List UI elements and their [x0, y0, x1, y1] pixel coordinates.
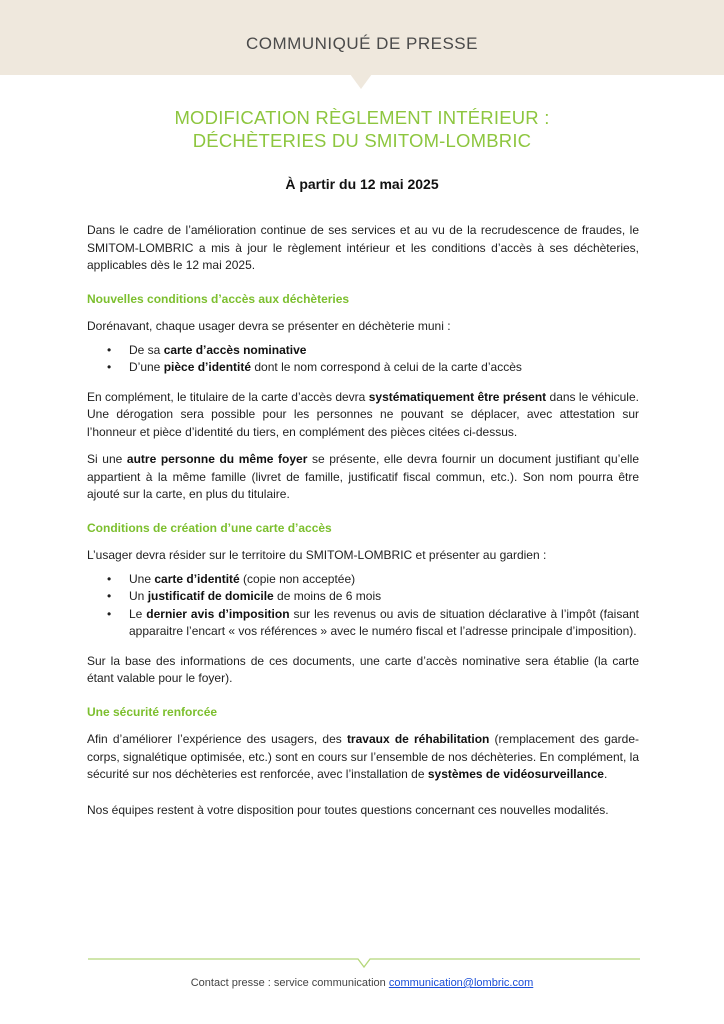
header-banner	[0, 0, 724, 75]
document-title	[60, 106, 664, 152]
bullet-icon: •	[107, 606, 112, 621]
contact-email-link[interactable]: communication@lombric.com	[388, 977, 534, 989]
footer-contact	[0, 977, 724, 989]
section-heading-access: Nouvelles conditions d’accès aux déchèteries	[87, 291, 350, 306]
effective-date: À partir du 12 mai 2025	[285, 176, 439, 192]
section1-list	[87, 342, 639, 377]
section-heading-security: Une sécurité renforcée	[87, 704, 218, 719]
bullet-icon: •	[107, 589, 112, 603]
closing-paragraph: Nos équipes restent à votre disposition pour toutes questions concernant ces nouvelles modalités.	[87, 802, 609, 817]
document-body	[87, 222, 639, 829]
section3-paragraph-1: Afin d’améliorer l’expérience des usagers, des travaux de réhabilitation (remplacement des garde-corps, signalétique optimisée, etc.) sont en cours sur l’ensemble de nos déchèteries. En complément, la sécurité sur nos déchèteries est renforcée, avec l’installation de systèmes de vidéosurveillance.	[87, 732, 639, 781]
footer-divider	[88, 957, 640, 969]
section1-lead: Dorénavant, chaque usager devra se présenter en déchèterie muni :	[87, 319, 451, 333]
footer-label: Contact presse : service communication	[190, 977, 389, 989]
list-item: • D’une pièce d’identité dont le nom correspond à celui de la carte d’accès	[129, 359, 639, 377]
list-item: • Un justificatif de domicile de moins de 6 mois	[129, 588, 639, 606]
list-item: • Une carte d’identité (copie non acceptée)	[129, 571, 639, 589]
section2-list	[87, 571, 639, 641]
list-item: • De sa carte d’accès nominative	[129, 342, 639, 360]
list-item: • Le dernier avis d’imposition sur les revenus ou avis de situation déclarative à l’impôt (faisant apparaitre l’encart « vos références » avec le numéro fiscal et l’adresse principale d’imposition).	[107, 606, 640, 638]
banner-notch	[350, 74, 372, 89]
bullet-icon: •	[107, 360, 112, 374]
bullet-icon: •	[107, 571, 112, 586]
bullet-icon: •	[107, 342, 112, 357]
title-line-1: MODIFICATION RÈGLEMENT INTÉRIEUR :	[174, 107, 550, 128]
section1-paragraph-3: Si une autre personne du même foyer se présente, elle devra fournir un document justifiant qu’elle appartient à la même famille (livret de famille, justificatif fiscal commun, etc.). Son nom pourra être ajouté sur la carte, en plus du titulaire.	[87, 452, 639, 501]
intro-paragraph: Dans le cadre de l’amélioration continue de ses services et au vu de la recrudescence de fraudes, le SMITOM-LOMBRIC a mis à jour le règlement intérieur et les conditions d’accès à ses déchèteries, applicables dès le 12 mai 2025.	[87, 223, 639, 272]
section2-lead: L’usager devra résider sur le territoire du SMITOM-LOMBRIC et présenter au gardien :	[87, 548, 547, 562]
section1-paragraph-2: En complément, le titulaire de la carte d’accès devra systématiquement être présent dans le véhicule. Une dérogation sera possible pour les personnes ne pouvant se déplacer, avec attestation sur l’honneur et pièce d’identité du tiers, en complément des pièces citées ci-dessus.	[87, 389, 639, 439]
banner-title: COMMUNIQUÉ DE PRESSE	[246, 34, 478, 53]
title-line-2: DÉCHÈTERIES DU SMITOM-LOMBRIC	[192, 130, 532, 151]
section-heading-card-creation: Conditions de création d’une carte d’accès	[87, 520, 332, 535]
section2-paragraph-2: Sur la base des informations de ces documents, une carte d’accès nominative sera établie (la carte étant valable pour le foyer).	[87, 653, 639, 685]
